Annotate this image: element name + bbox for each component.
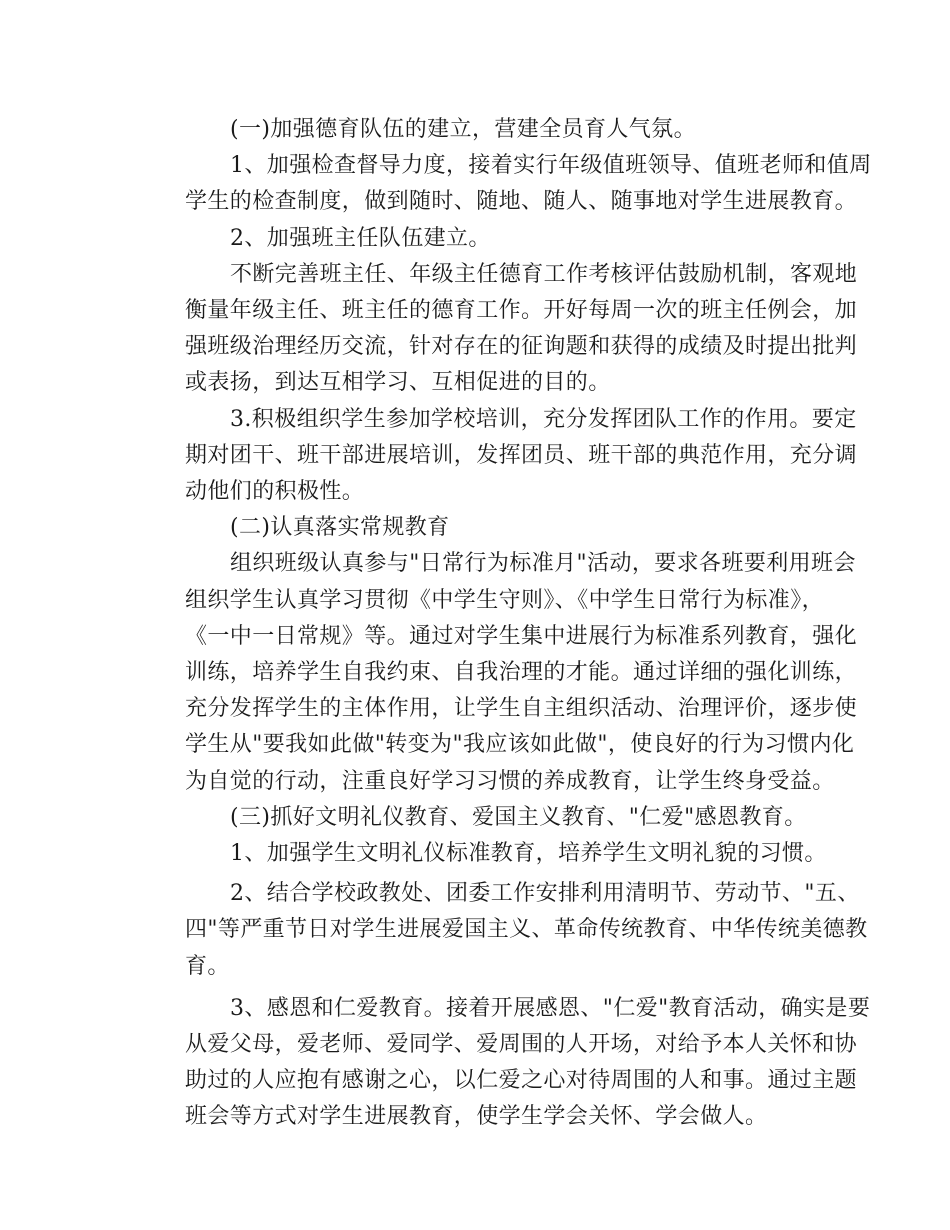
text-line: 不断完善班主任、年级主任德育工作考核评估鼓励机制，客观地 — [230, 261, 858, 287]
text-line: 组织学生认真学习贯彻《中学生守则》、《中学生日常行为标准》， — [185, 587, 825, 613]
text-line: 四"等严重节日对学生进展爱国主义、革命传统教育、中华传统美德教 — [185, 917, 868, 943]
paragraph-item-1-1 — [140, 148, 872, 220]
text-line: 1、加强学生文明礼仪标准教育，培养学生文明礼貌的习惯。 — [230, 841, 827, 867]
text-line: 强班级治理经历交流，针对存在的征询题和获得的成绩及时提出批判 — [185, 334, 858, 360]
paragraph-section-2-body — [140, 546, 858, 799]
text-line: 学生的检查制度，做到随时、随地、随人、随事地对学生进展教育。 — [185, 189, 858, 215]
paragraph-item-3-3 — [140, 991, 871, 1136]
text-line: 或表扬，到达互相学习、互相促进的目的。 — [185, 370, 611, 396]
paragraph-item-1-2 — [140, 221, 812, 257]
text-line: 动他们的积极性。 — [185, 479, 365, 505]
text-line: 1、加强检查督导力度，接着实行年级值班领导、值班老师和值周 — [230, 153, 872, 179]
paragraph-item-3-1 — [140, 836, 827, 872]
paragraph-item-1-2-body — [140, 257, 858, 402]
text-line: 学生从"要我如此做"转变为"我应该如此做"，使良好的行为习惯内化 — [185, 732, 855, 758]
text-line: 组织班级认真参与"日常行为标准月"活动，要求各班要利用班会 — [230, 551, 856, 577]
text-line: (三)抓好文明礼仪教育、爱国主义教育、"仁爱"感恩教育。 — [230, 804, 807, 830]
section-heading-2 — [140, 510, 812, 546]
section-heading-1 — [140, 112, 812, 148]
text-line: 期对团干、班干部进展培训，发挥团员、班干部的典范作用，充分调 — [185, 442, 858, 468]
paragraph-item-3-2 — [140, 876, 868, 985]
text-line: (二)认真落实常规教育 — [230, 515, 450, 541]
text-line: 衡量年级主任、班主任的德育工作。开好每周一次的班主任例会，加 — [185, 298, 858, 324]
text-line: 3、感恩和仁爱教育。接着开展感恩、"仁爱"教育活动，确实是要 — [230, 995, 871, 1021]
text-line: (一)加强德育队伍的建立，营建全员育人气氛。 — [230, 117, 696, 142]
text-line: 2、加强班主任队伍建立。 — [230, 225, 491, 251]
text-line: 从爱父母，爱老师、爱同学、爱周围的人开场，对给予本人关怀和协 — [185, 1032, 858, 1058]
text-line: 训练，培养学生自我约束、自我治理的才能。通过详细的强化训练， — [185, 660, 858, 686]
text-line: 育。 — [185, 953, 230, 979]
section-heading-3 — [140, 800, 812, 836]
text-line: 《一中一日常规》等。通过对学生集中进展行为标准系列教育，强化 — [185, 623, 858, 649]
text-line: 为自觉的行动，注重良好学习习惯的养成教育，让学生终身受益。 — [185, 768, 835, 794]
document-page — [140, 112, 872, 1136]
text-line: 充分发挥学生的主体作用，让学生自主组织活动、治理评价，逐步使 — [185, 696, 858, 722]
text-line: 3.积极组织学生参加学校培训，充分发挥团队工作的作用。要定 — [230, 406, 857, 432]
text-line: 班会等方式对学生进展教育，使学生学会关怀、学会做人。 — [185, 1104, 768, 1130]
text-line: 助过的人应抱有感谢之心，以仁爱之心对待周围的人和事。通过主题 — [185, 1068, 858, 1094]
paragraph-item-1-3 — [140, 402, 858, 511]
text-line: 2、结合学校政教处、团委工作安排利用清明节、劳动节、"五、 — [230, 881, 860, 907]
